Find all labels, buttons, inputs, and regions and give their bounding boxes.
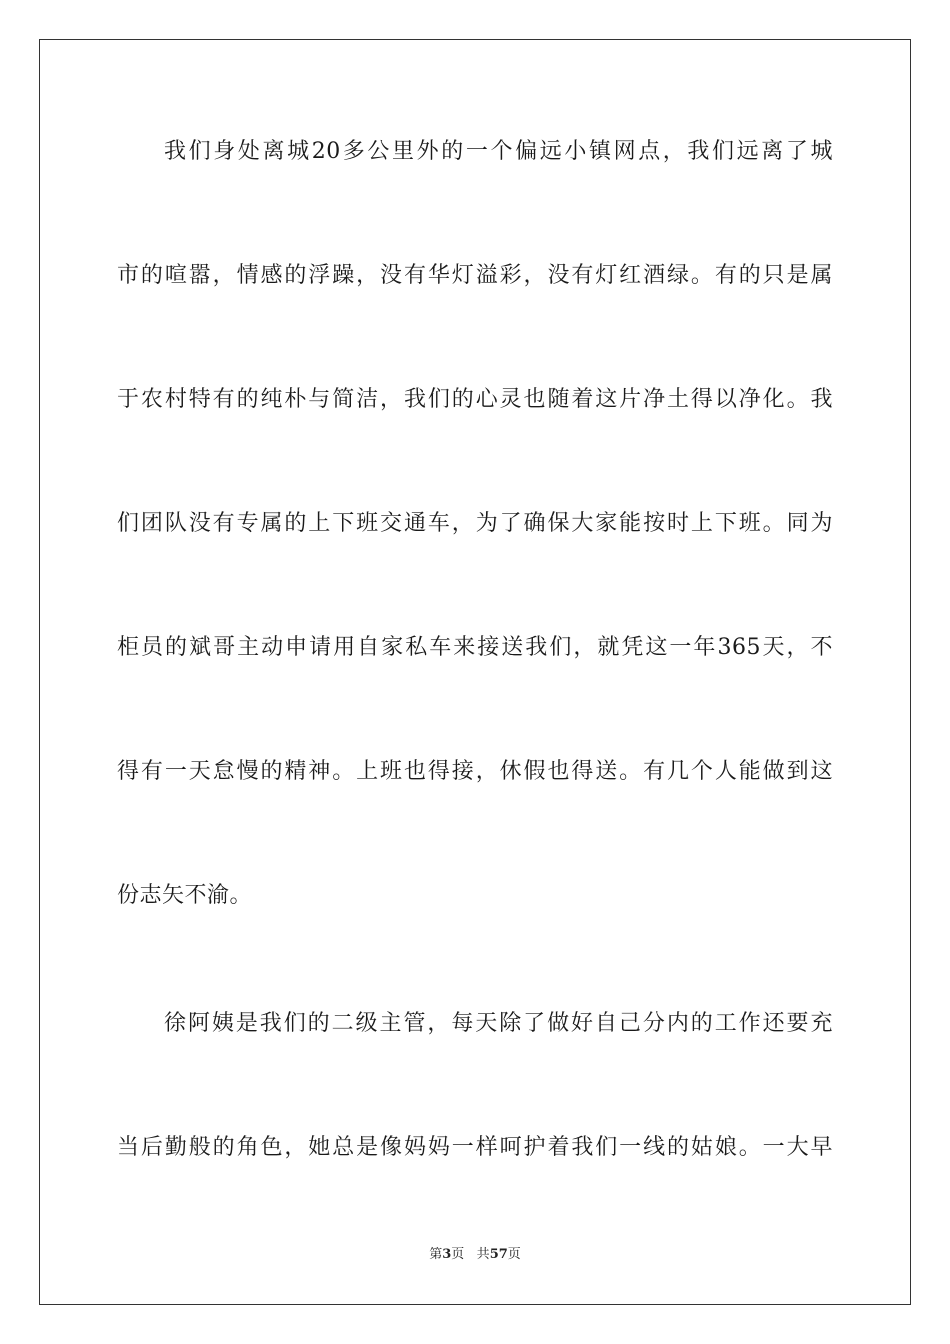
paragraph-1-line-2: 市的喧嚣，情感的浮躁，没有华灯溢彩，没有灯红酒绿。有的只是属 <box>117 263 833 288</box>
total-suffix: 页 <box>507 1247 521 1262</box>
paragraph-1-line-5: 柜员的斌哥主动申请用自家私车来接送我们，就凭这一年365天，不 <box>117 635 833 660</box>
page-footer <box>0 1246 950 1264</box>
paragraph-1-line-3: 于农村特有的纯朴与简洁，我们的心灵也随着这片净土得以净化。我 <box>117 387 833 412</box>
page-suffix: 页 <box>451 1247 465 1262</box>
page-frame <box>39 39 911 1305</box>
total-prefix: 共 <box>476 1247 490 1262</box>
paragraph-1-line-6: 得有一天怠慢的精神。上班也得接，休假也得送。有几个人能做到这 <box>117 759 833 784</box>
page-prefix: 第 <box>429 1247 443 1262</box>
total-pages: 57 <box>489 1247 508 1262</box>
paragraph-2-line-1: 徐阿姨是我们的二级主管，每天除了做好自己分内的工作还要充 <box>164 1011 833 1036</box>
paragraph-1-line-4: 们团队没有专属的上下班交通车，为了确保大家能按时上下班。同为 <box>117 511 833 536</box>
page-number: 3 <box>442 1247 452 1262</box>
paragraph-1-line-7: 份志矢不渝。 <box>117 883 253 908</box>
paragraph-1-line-1: 我们身处离城20多公里外的一个偏远小镇网点，我们远离了城 <box>164 139 833 164</box>
paragraph-2-line-2: 当后勤般的角色，她总是像妈妈一样呵护着我们一线的姑娘。一大早 <box>117 1135 833 1160</box>
